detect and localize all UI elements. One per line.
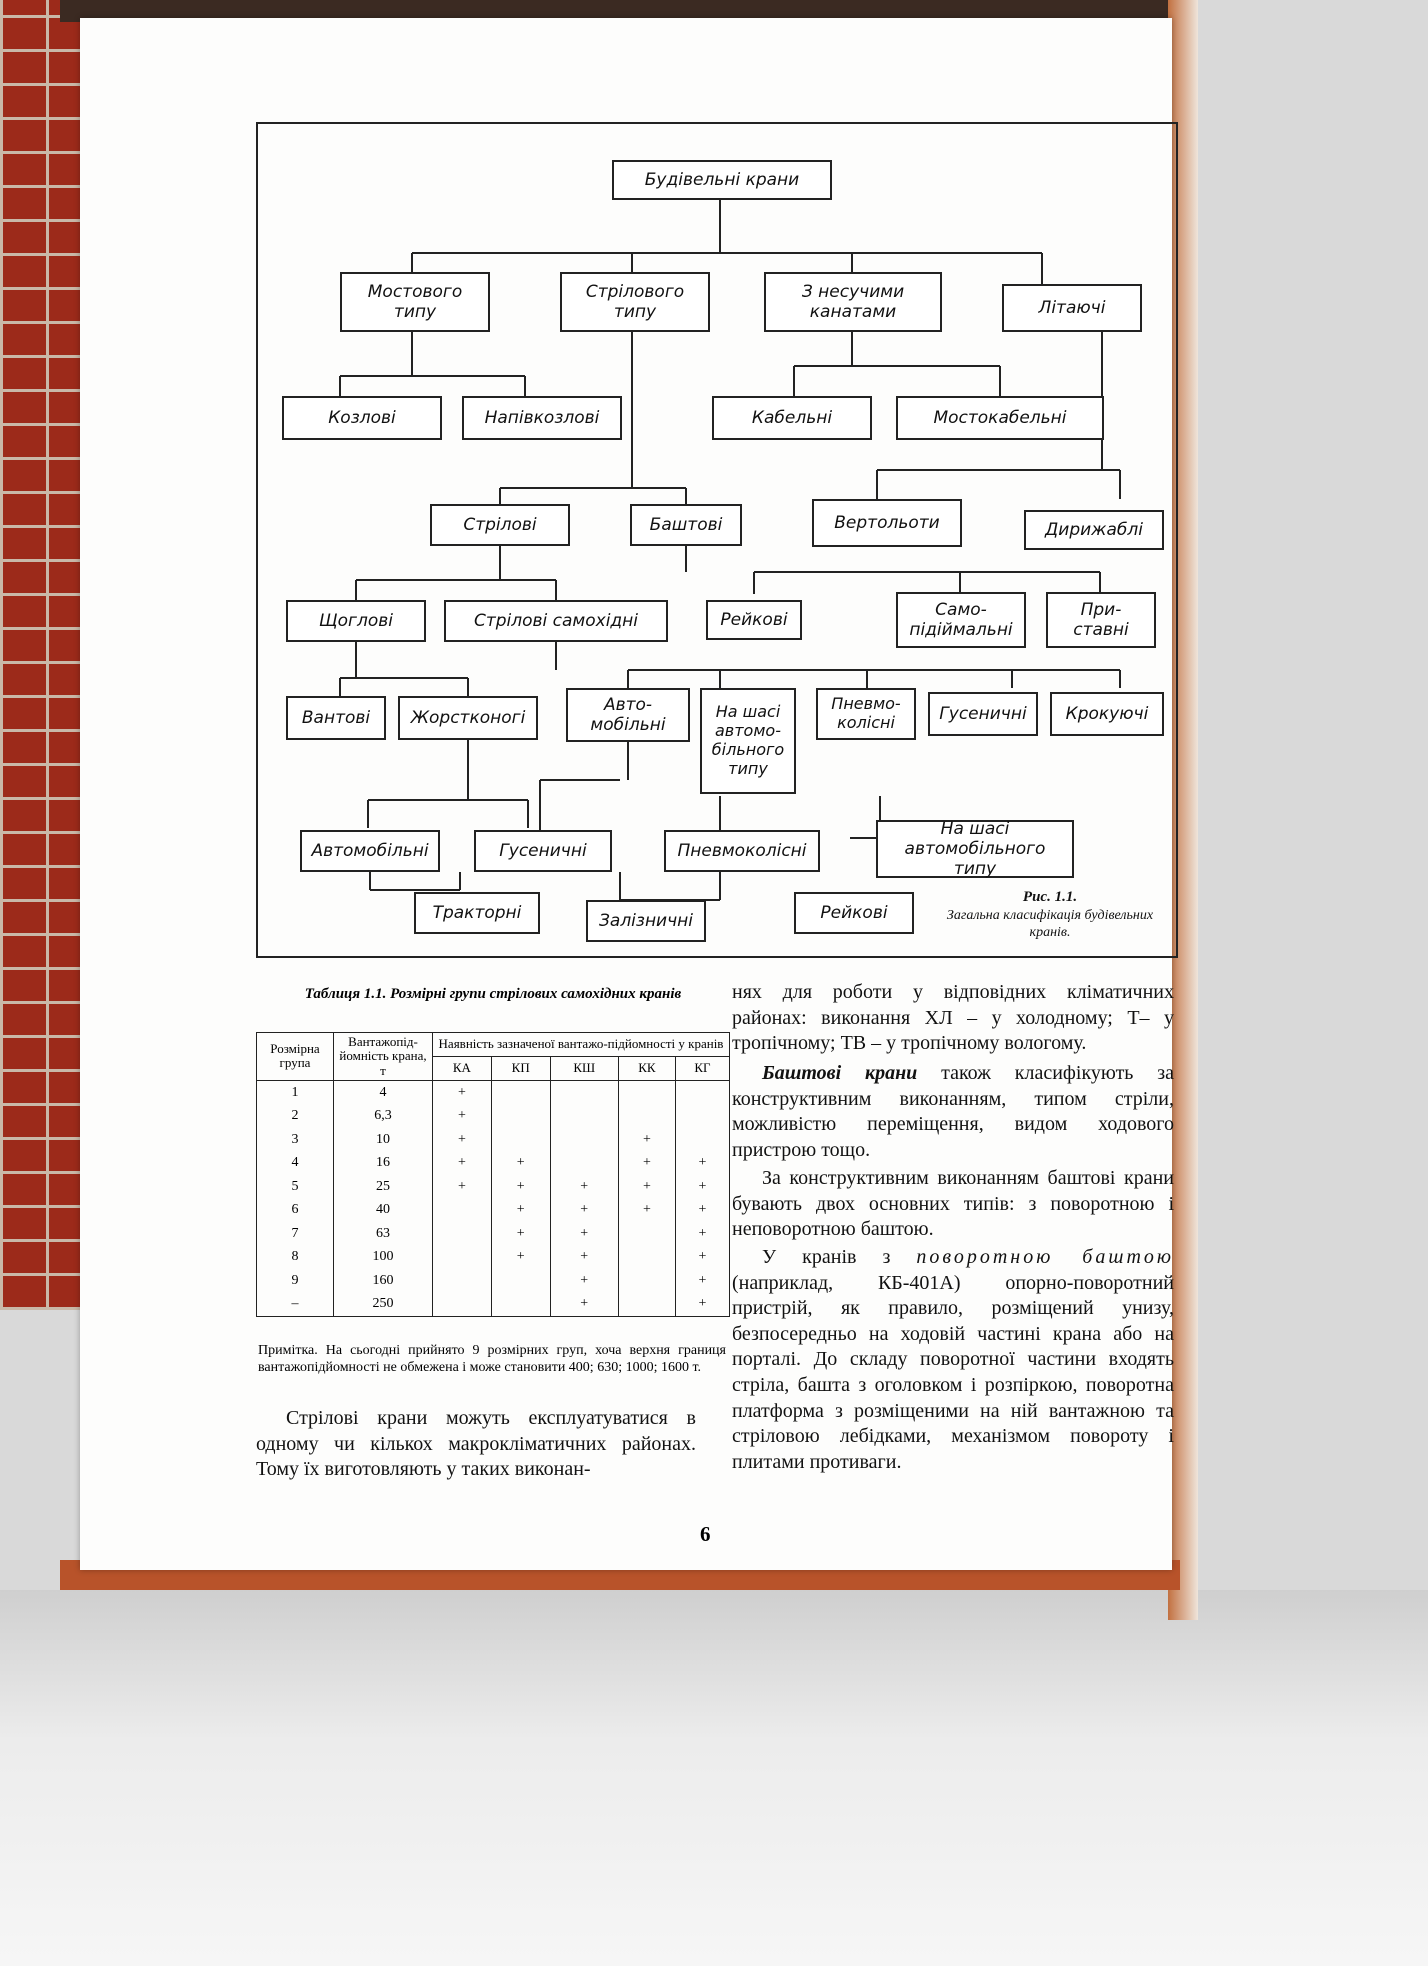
table-cell <box>618 1292 675 1316</box>
table-cell: + <box>433 1080 492 1104</box>
node-walking: Крокуючі <box>1050 692 1164 736</box>
th-type: КШ <box>550 1056 618 1080</box>
table-cell: + <box>491 1151 550 1175</box>
node-helicopters: Вертольоти <box>812 499 962 547</box>
node-bottom-auto: Автомобільні <box>300 830 440 872</box>
table-cell: 4 <box>334 1080 433 1104</box>
table-cell: + <box>618 1128 675 1152</box>
table-row <box>257 1269 730 1293</box>
table-cell: – <box>257 1292 334 1316</box>
table-cell <box>618 1080 675 1104</box>
table-cell: 250 <box>334 1292 433 1316</box>
table-row <box>257 1245 730 1269</box>
figure-caption-text: Загальна класифікація будівельних кранів. <box>946 907 1154 941</box>
table-cell <box>491 1128 550 1152</box>
right-paragraph-4 <box>732 1245 1174 1475</box>
page-number: 6 <box>700 1522 711 1546</box>
node-tower-self-raising: Само- підіймальні <box>896 592 1026 648</box>
table-cell: 8 <box>257 1245 334 1269</box>
table-title: Таблиця 1.1. Розмірні групи стрілових самохідних кранів <box>304 986 682 1002</box>
size-groups-table <box>256 1032 730 1317</box>
table-cell: + <box>618 1151 675 1175</box>
table-cell: 5 <box>257 1175 334 1199</box>
table-cell <box>491 1269 550 1293</box>
table-cell: 16 <box>334 1151 433 1175</box>
table-cell: + <box>675 1222 729 1246</box>
table-cell: 10 <box>334 1128 433 1152</box>
node-auto: Авто- мобільні <box>566 688 690 742</box>
table-cell: 3 <box>257 1128 334 1152</box>
table-cell <box>550 1104 618 1128</box>
node-mast: Щоглові <box>286 600 426 642</box>
table-cell: 4 <box>257 1151 334 1175</box>
table-cell: + <box>433 1128 492 1152</box>
table-cell: + <box>550 1245 618 1269</box>
table-cell: 63 <box>334 1222 433 1246</box>
table-cell: + <box>491 1245 550 1269</box>
table-cell: + <box>675 1245 729 1269</box>
node-guyed: Вантові <box>286 696 386 740</box>
node-cable: Кабельні <box>712 396 872 440</box>
table-cell: 100 <box>334 1245 433 1269</box>
node-tower-attached: При- ставні <box>1046 592 1156 648</box>
th-type: КП <box>491 1056 550 1080</box>
table-cell: + <box>675 1175 729 1199</box>
table-note: Примітка. На сьогодні прийнято 9 розмірних груп, хоча верхня границя вантажопідйомності не обмежена і може становити 400; 630; 1000; 1600 т. <box>258 1343 726 1376</box>
node-boom: Стрілові <box>430 504 570 546</box>
table-cell <box>433 1198 492 1222</box>
table-cell <box>433 1269 492 1293</box>
tower-cranes-term: Баштові крани <box>762 1062 918 1084</box>
table-cell: 7 <box>257 1222 334 1246</box>
node-root: Будівельні крани <box>612 160 832 200</box>
node-bridge-type: Мостового типу <box>340 272 490 332</box>
node-boom-selfprop: Стрілові самохідні <box>444 600 668 642</box>
table-cell: + <box>550 1222 618 1246</box>
table-cell: + <box>433 1151 492 1175</box>
table-cell <box>433 1222 492 1246</box>
figure-caption <box>930 888 1170 942</box>
node-stiff-leg: Жорстконогі <box>398 696 538 740</box>
table-cell <box>618 1222 675 1246</box>
node-airships: Дирижаблі <box>1024 510 1164 550</box>
table-cell: + <box>491 1198 550 1222</box>
table-cell <box>618 1245 675 1269</box>
node-semi-gantry: Напівкозлові <box>462 396 622 440</box>
table-cell <box>433 1292 492 1316</box>
node-tower-rail: Рейкові <box>706 600 802 640</box>
node-bottom-auto-chassis: На шасі автомобільного типу <box>876 820 1074 878</box>
node-tower: Баштові <box>630 504 742 546</box>
right-paragraph-4-a: У кранів з <box>762 1246 917 1268</box>
table-cell <box>433 1245 492 1269</box>
table-cell: + <box>491 1222 550 1246</box>
node-cable-bridge: Мостокабельні <box>896 396 1104 440</box>
table-cell: + <box>675 1292 729 1316</box>
table-cell: + <box>618 1175 675 1199</box>
table-cell: 1 <box>257 1080 334 1104</box>
node-bottom-crawler: Гусеничні <box>474 830 612 872</box>
th-type: КА <box>433 1056 492 1080</box>
node-boom-type: Стрілового типу <box>560 272 710 332</box>
node-crawler: Гусеничні <box>928 692 1038 736</box>
table-cell: + <box>675 1269 729 1293</box>
node-gantry: Козлові <box>282 396 442 440</box>
table-cell <box>618 1104 675 1128</box>
node-bottom-pneumatic: Пневмоколісні <box>664 830 820 872</box>
right-paragraph-4-b: (наприклад, КБ-401А) опорно-поворотний пристрій, як правило, розміщений унизу, безпосередньо на ходовій частині крана або на порталі. До складу поворотної частини входять стріла, башта з оголовком і розпіркою, поворотна платформа з розміщеними на ній вантажною та стріловою лебідками, механізмом повороту і плитами противаги. <box>732 1271 1174 1473</box>
table-cell: 25 <box>334 1175 433 1199</box>
table-row <box>257 1151 730 1175</box>
table-cell: 6,3 <box>334 1104 433 1128</box>
table-cell <box>675 1104 729 1128</box>
table-cell: 9 <box>257 1269 334 1293</box>
rotating-tower-term: поворотною баштою <box>916 1246 1175 1268</box>
table-cell: 160 <box>334 1269 433 1293</box>
table-cell <box>491 1080 550 1104</box>
table-cell: + <box>433 1104 492 1128</box>
table-cell: + <box>550 1175 618 1199</box>
th-group: Розмірна група <box>257 1033 334 1081</box>
table-cell <box>550 1151 618 1175</box>
table-cell <box>675 1080 729 1104</box>
table-cell: + <box>550 1269 618 1293</box>
table-cell: + <box>433 1175 492 1199</box>
table-cell: + <box>550 1198 618 1222</box>
table-cell: + <box>550 1292 618 1316</box>
table-cell <box>491 1104 550 1128</box>
table-row <box>257 1222 730 1246</box>
right-paragraph-3: За конструктивним виконанням баштові крани бувають двох основних типів: з поворотною і неповоротною баштою. <box>732 1167 1174 1241</box>
table-row <box>257 1292 730 1316</box>
right-paragraph-2 <box>732 1061 1174 1163</box>
th-type: КГ <box>675 1056 729 1080</box>
th-type: КК <box>618 1056 675 1080</box>
table-cell: + <box>675 1198 729 1222</box>
th-capacity: Вантажопід-йомність крана, т <box>334 1033 433 1081</box>
node-cable-type: З несучими канатами <box>764 272 942 332</box>
th-presence: Наявність зазначеної вантажо-підйомності у кранів <box>433 1033 730 1057</box>
table-cell: 6 <box>257 1198 334 1222</box>
left-paragraph: Стрілові крани можуть експлуатуватися в одному чи кількох макрокліматичних районах. Тому їх виготовляють у таких виконан- <box>256 1407 696 1481</box>
node-flying: Літаючі <box>1002 284 1142 332</box>
table-cell: 2 <box>257 1104 334 1128</box>
table-row <box>257 1080 730 1104</box>
table-cell: 40 <box>334 1198 433 1222</box>
brick-wall-edge <box>0 0 92 1310</box>
figure-caption-title: Рис. 1.1. <box>1022 889 1078 905</box>
table-cell: + <box>491 1175 550 1199</box>
table-body <box>257 1080 730 1316</box>
table-cell <box>550 1080 618 1104</box>
node-railway: Залізничні <box>586 900 706 942</box>
right-paragraph-2-rest: також класифікують за конструктивним виконанням, типом стріли, можливістю переміщення, видом ходового пристрою тощо. <box>732 1062 1174 1161</box>
table-cell: + <box>675 1151 729 1175</box>
table-cell <box>550 1128 618 1152</box>
node-tractor: Тракторні <box>414 892 540 934</box>
node-rail-bottom: Рейкові <box>794 892 914 934</box>
table-cell: + <box>618 1198 675 1222</box>
table-cell <box>618 1269 675 1293</box>
table-row <box>257 1104 730 1128</box>
scan-background <box>0 1590 1428 1966</box>
right-paragraph-1: нях для роботи у відповідних кліматичних районах: виконання ХЛ – у холодному; Т– у тропічному; ТВ – у тропічному вологому. <box>732 981 1174 1055</box>
table-row <box>257 1198 730 1222</box>
table-cell <box>491 1292 550 1316</box>
table-cell <box>675 1128 729 1152</box>
node-pneumatic: Пневмо- колісні <box>816 688 916 740</box>
table-row <box>257 1175 730 1199</box>
node-auto-chassis: На шасі автомо- більного типу <box>700 688 796 794</box>
table-row <box>257 1128 730 1152</box>
